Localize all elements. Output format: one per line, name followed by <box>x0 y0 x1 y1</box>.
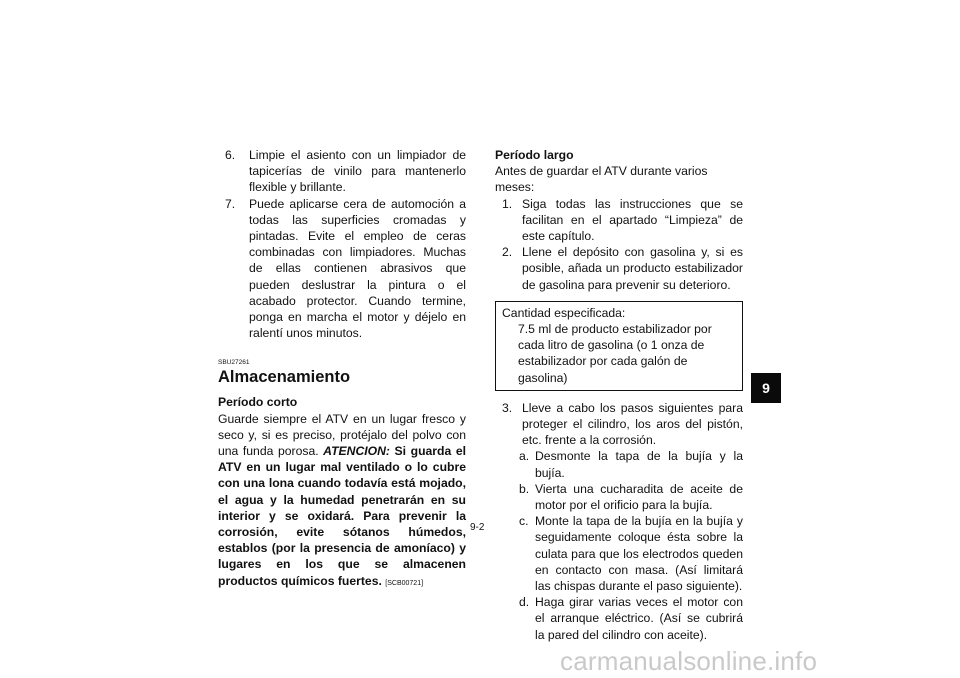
sub-list-item <box>519 513 743 594</box>
sub-item-letter: d. <box>519 595 530 610</box>
spec-box <box>495 301 743 391</box>
item-text: Limpie el asiento con un limpiador de tapicerías de vinilo para mantenerlo flexible y brillante. <box>249 148 466 195</box>
short-term-text: Guarde siempre el ATV en un lugar fresco y seco y, si es preciso, protéjalo del polvo con una funda porosa. <box>218 411 466 459</box>
item-text: Puede aplicarse cera de automoción a todas las superficies cromadas y pintadas. Evite el empleo de ceras combinadas con limpiadores. Muchas de ellas contienen abrasivos que pueden deslustrar la pintura o el acabado protector. Cuando termine, ponga en marcha el motor y déjelo en ralentí unos minutos. <box>249 196 466 341</box>
sub-item-letter: b. <box>519 481 530 496</box>
list-item <box>495 244 743 293</box>
warning-text: Si guarda el ATV en un lugar mal ventilado o lo cubre con una lona cuando todavía está mojado, el agua y la humedad penetrarán en su interior y se oxidará. Para prevenir la corrosión, evite sótanos húmedos, establos (por la presencia de amoníaco) y lugares en los que se almacenen productos químicos fuertes. <box>218 444 466 588</box>
page-number: 9-2 <box>470 522 485 533</box>
short-term-title: Período corto <box>218 395 298 410</box>
watermark: carmanualsonline.info <box>560 646 818 676</box>
sub-list-item <box>519 594 743 643</box>
item-number: 7. <box>225 196 236 211</box>
section-code: SBU27261 <box>218 359 250 367</box>
sub-list-item <box>519 448 743 480</box>
warning-code: [SCB00721] <box>385 579 424 587</box>
left-column <box>218 147 466 592</box>
item-number: 6. <box>225 148 236 162</box>
item-text: Siga todas las instrucciones que se facilitan en el apartado “Limpieza” de este capítulo. <box>522 196 743 244</box>
protection-step <box>495 400 743 449</box>
spec-label: Cantidad especificada: <box>502 305 626 320</box>
protection-substeps <box>495 448 743 642</box>
sub-item-text: Monte la tapa de la bujía en la bujía y seguidamente coloque ésta sobre la culata para que los electrodos queden en contacto con masa. (Así limitará las chispas durante el paso siguiente). <box>535 514 743 594</box>
item-number: 2. <box>502 245 513 260</box>
long-term-intro: Antes de guardar el ATV durante varios meses: <box>495 164 708 195</box>
item-text: Lleve a cabo los pasos siguientes para proteger el cilindro, los aros del pistón, etc. frente a la corrosión. <box>522 400 743 448</box>
list-item <box>218 196 466 342</box>
item-text: Llene el depósito con gasolina y, si es posible, añada un producto estabilizador de gasolina para prevenir su deterioro. <box>522 245 743 292</box>
sub-item-text: Desmonte la tapa de la bujía y la bujía. <box>535 449 743 480</box>
sub-item-text: Haga girar varias veces el motor con el arranque eléctrico. (Así se cubrirá la pared del cilindro con aceite). <box>535 595 743 642</box>
cleaning-steps-list <box>218 147 466 341</box>
list-item <box>495 196 743 245</box>
chapter-tab: 9 <box>751 373 781 403</box>
list-item <box>495 400 743 449</box>
short-term-paragraph <box>218 411 466 592</box>
sub-item-text: Vierta una cucharadita de aceite de motor por el orificio para la bujía. <box>535 481 743 513</box>
list-item <box>218 147 466 196</box>
section-title: Almacenamiento <box>218 368 351 387</box>
sub-list-item <box>519 481 743 513</box>
item-number: 3. <box>502 400 513 415</box>
long-term-title: Período largo <box>495 148 574 162</box>
item-number: 1. <box>502 196 513 211</box>
sub-item-letter: a. <box>519 449 530 464</box>
right-column <box>495 147 743 643</box>
storage-steps-list <box>495 196 743 293</box>
spec-value: 7.5 ml de producto estabilizador por cada litro de gasolina (o 1 onza de estabilizador por cada galón de gasolina) <box>518 322 712 385</box>
sub-item-letter: c. <box>519 514 529 529</box>
warning-label: ATENCION: <box>323 444 390 459</box>
